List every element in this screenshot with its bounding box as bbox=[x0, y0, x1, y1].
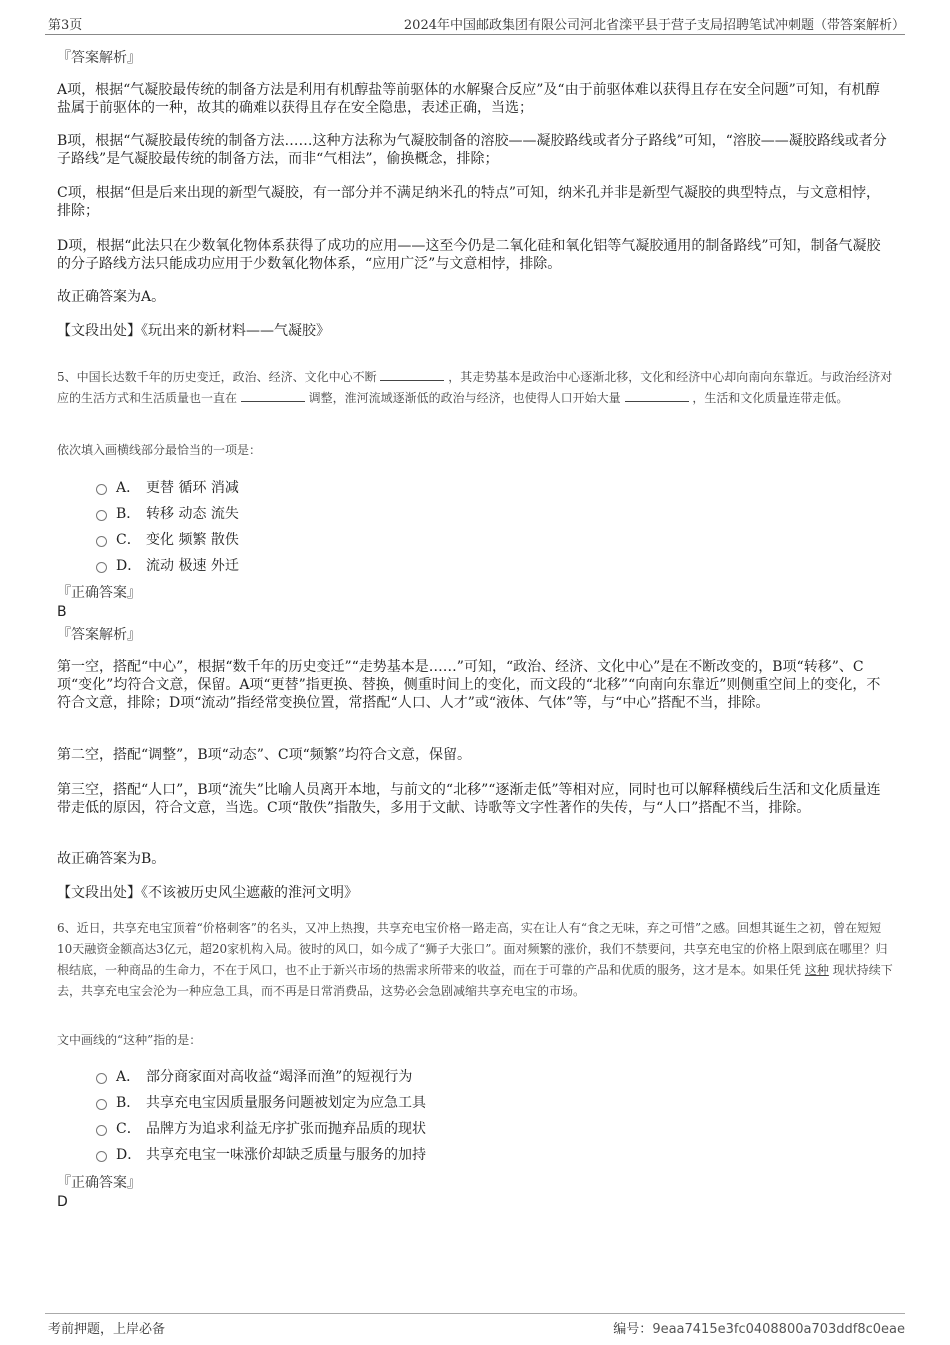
page-number: 第3页 bbox=[48, 18, 83, 33]
radio-icon[interactable] bbox=[96, 510, 107, 521]
q6-stem bbox=[57, 918, 893, 1002]
q5-option-c[interactable]: C． 变化 频繁 散佚 bbox=[96, 531, 239, 549]
q6-stem-part-a: 6、近日，共享充电宝顶着“价格刺客”的名头，又冲上热搜，共享充电宝价格一路走高，实在让人有“食之无味，弃之可惜”之感。回想其诞生之初，曾在短短10天融资金额高达3亿元，超20家机构入局。彼时的风口，如今成了“狮子大张口”。面对频繁的涨价，我们不禁要问，共享充电宝的价格上限到底在哪里？归根结底，一种商品的生命力，不在于风口，也不止于新兴市场的热需求所带来的收益，而在于可靠的产品和优质的服务，这才是本。如果任凭 bbox=[57, 921, 888, 977]
q6-option-c[interactable]: C． 品牌方为追求利益无序扩张而抛弃品质的现状 bbox=[96, 1120, 426, 1138]
q5-analysis-blank-3: 第三空，搭配“人口”，B项“流失”比喻人员离开本地，与前文的“北移”“逐渐走低”等相对应，同时也可以解释横线后生活和文化质量连带走低的原因，符合文意，当选。C项“散佚”指散失，多用于文献、诗歌等文字性著作的失传，与“人口”搭配不当，排除。 bbox=[57, 782, 881, 816]
q5-option-b[interactable]: B． 转移 动态 流失 bbox=[96, 505, 239, 523]
q4-analysis-a: A项，根据“气凝胶最传统的制备方法是利用有机醇盐等前驱体的水解聚合反应”及“由于前驱体难以获得且存在安全问题”可知，有机醇盐属于前驱体的一种，故其的确难以获得且存在安全隐患，表述正确，当选； bbox=[57, 82, 880, 116]
q4-analysis-label: 『答案解析』 bbox=[57, 50, 141, 66]
q6-option-b[interactable]: B． 共享充电宝因质量服务问题被划定为应急工具 bbox=[96, 1094, 426, 1112]
radio-icon[interactable] bbox=[96, 1151, 107, 1162]
q4-analysis-c: C项，根据“但是后来出现的新型气凝胶，有一部分并不满足纳米孔的特点”可知，纳米孔并非是新型气凝胶的典型特点，与文意相悖，排除； bbox=[57, 185, 881, 219]
q6-answer: D bbox=[57, 1194, 68, 1210]
q5-conclusion: 故正确答案为B。 bbox=[57, 851, 166, 867]
q6-option-d[interactable]: D． 共享充电宝一味涨价却缺乏质量与服务的加持 bbox=[96, 1146, 426, 1164]
q6-prompt: 文中画线的“这种”指的是： bbox=[57, 1033, 202, 1047]
q5-stem-part-a: 5、中国长达数千年的历史变迁，政治、经济、文化中心不断 bbox=[57, 370, 377, 384]
q4-source: 【文段出处】《玩出来的新材料——气凝胶》 bbox=[57, 323, 330, 339]
q5-answer: B bbox=[57, 604, 67, 620]
q5-source: 【文段出处】《不该被历史风尘遮蔽的淮河文明》 bbox=[57, 885, 358, 901]
radio-icon[interactable] bbox=[96, 1099, 107, 1110]
page-footer bbox=[45, 1313, 905, 1337]
q5-option-a[interactable]: A． 更替 循环 消减 bbox=[96, 479, 239, 497]
q5-analysis-blank-1: 第一空，搭配“中心”，根据“数千年的历史变迁”“走势基本是……”可知，“政治、经济、文化中心”是在不断改变的，B项“转移”、C项“变化”均符合文意，保留。A项“更替”指更换、替换，侧重时间上的变化，而文段的“北移”“向南向东靠近”则侧重空间上的变化，不符合文意，排除；D项“流动”指经常变换位置，常搭配“人口、人才”或“液体、气体”等，与“中心”搭配不当，排除。 bbox=[57, 659, 881, 711]
document-title: 2024年中国邮政集团有限公司河北省滦平县于营子支局招聘笔试冲刺题（带答案解析） bbox=[403, 18, 905, 33]
q5-stem bbox=[57, 367, 893, 409]
q5-option-d[interactable]: D． 流动 极速 外迁 bbox=[96, 557, 239, 575]
q6-stem-part-b: 现状持续下去，共享充电宝会沦为一种应急工具，而不再是日常消费品，这势必会急剧减缩共享充电宝的市场。 bbox=[57, 963, 893, 998]
q5-stem-part-d: ，生活和文化质量连带走低。 bbox=[692, 391, 849, 405]
q6-option-a[interactable]: A． 部分商家面对高收益“竭泽而渔”的短视行为 bbox=[96, 1068, 412, 1086]
q5-stem-part-b: ，其走势基本是政治中心逐渐北移，文化和经济中心却向南向东靠近。与政治经济对应的生活方式和生活质量也一直在 bbox=[57, 370, 893, 405]
footer-slogan: 考前押题，上岸必备 bbox=[48, 1322, 166, 1337]
q5-analysis-blank-2: 第二空，搭配“调整”，B项“动态”、C项“频繁”均符合文意，保留。 bbox=[57, 747, 471, 763]
radio-icon[interactable] bbox=[96, 536, 107, 547]
document-code-value: 9eaa7415e3fc0408800a703ddf8c0eae bbox=[652, 1322, 905, 1337]
q5-blank-1 bbox=[380, 369, 444, 381]
q5-prompt: 依次填入画横线部分最恰当的一项是： bbox=[57, 443, 262, 457]
document-code-label: 编号： bbox=[613, 1322, 653, 1337]
q6-underlined-phrase: 这种 bbox=[804, 963, 829, 977]
q4-analysis-d: D项，根据“此法只在少数氧化物体系获得了成功的应用——这至今仍是二氧化硅和氧化铝等气凝胶通用的制备路线”可知，制备气凝胶的分子路线方法只能成功应用于少数氧化物体系，“应用广泛”与文意相悖，排除。 bbox=[57, 238, 881, 272]
radio-icon[interactable] bbox=[96, 1125, 107, 1136]
q5-stem-part-c: 调整，淮河流域逐渐低的政治与经济，也使得人口开始大量 bbox=[308, 391, 621, 405]
q5-blank-3 bbox=[625, 390, 689, 402]
radio-icon[interactable] bbox=[96, 562, 107, 573]
radio-icon[interactable] bbox=[96, 484, 107, 495]
q6-answer-label: 『正确答案』 bbox=[57, 1175, 141, 1191]
q4-conclusion: 故正确答案为A。 bbox=[57, 289, 166, 305]
document-code bbox=[613, 1318, 905, 1337]
q5-blank-2 bbox=[241, 390, 305, 402]
radio-icon[interactable] bbox=[96, 1073, 107, 1084]
q5-answer-label: 『正确答案』 bbox=[57, 585, 141, 601]
q4-analysis-b: B项，根据“气凝胶最传统的制备方法……这种方法称为气凝胶制备的溶胶——凝胶路线或者分子路线”可知，“溶胶——凝胶路线或者分子路线”是气凝胶最传统的制备方法，而非“气相法”，偷换概念，排除； bbox=[57, 133, 887, 167]
q5-analysis-label: 『答案解析』 bbox=[57, 627, 141, 643]
page-header bbox=[45, 14, 905, 35]
